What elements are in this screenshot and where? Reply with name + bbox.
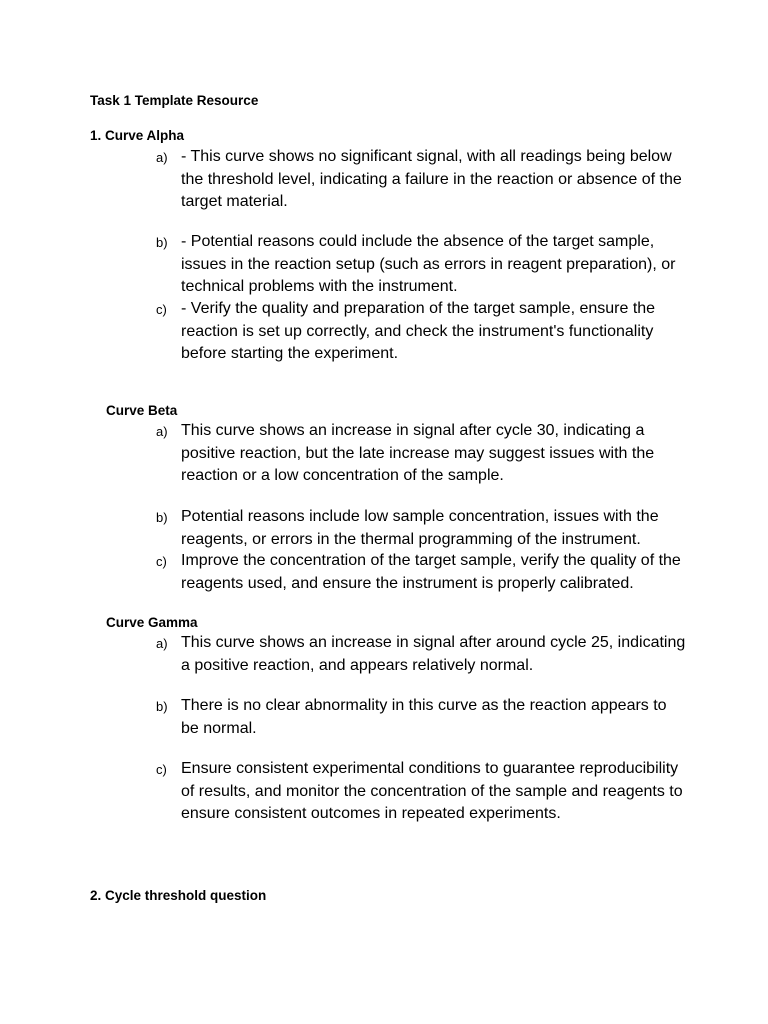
section-heading-cycle-threshold: 2. Cycle threshold question	[90, 888, 267, 903]
list-item-text: This curve shows an increase in signal after around cycle 25, indicating a positive reaction, and appears relatively normal.	[181, 634, 686, 674]
list-marker: a)	[156, 150, 168, 165]
list-item	[156, 550, 696, 595]
section-heading-curve-beta: Curve Beta	[106, 403, 178, 418]
list-item-text: This curve shows an increase in signal after cycle 30, indicating a positive reaction, but the late increase may suggest issues with the reaction or a low concentration of the sample.	[181, 422, 655, 484]
list-item-text: Improve the concentration of the target sample, verify the quality of the reagents used, and ensure the instrument is properly calibrated.	[181, 552, 681, 592]
list-marker: a)	[156, 424, 168, 439]
list-marker: c)	[156, 762, 167, 777]
list-marker: b)	[156, 235, 168, 250]
list-item-text: Potential reasons include low sample concentration, issues with the reagents, or errors in the thermal programming of the instrument.	[181, 508, 659, 548]
list-marker: b)	[156, 510, 168, 525]
list-item	[156, 632, 696, 677]
list-item-text: - Verify the quality and preparation of the target sample, ensure the reaction is set up correctly, and check the instrument's functionality before starting the experiment.	[181, 300, 656, 362]
list-item	[156, 231, 696, 299]
list-marker: a)	[156, 636, 168, 651]
list-item	[156, 695, 696, 740]
section-heading-curve-alpha: 1. Curve Alpha	[90, 128, 185, 143]
document-title: Task 1 Template Resource	[90, 93, 259, 108]
list-item-text: - This curve shows no significant signal, with all readings being below the threshold level, indicating a failure in the reaction or absence of the target material.	[181, 148, 682, 210]
list-item-text: There is no clear abnormality in this curve as the reaction appears to be normal.	[181, 697, 667, 737]
list-marker: c)	[156, 554, 167, 569]
list-item-text: - Potential reasons could include the absence of the target sample, issues in the reaction setup (such as errors in reagent preparation), or technical problems with the instrument.	[181, 233, 676, 295]
list-item-text: Ensure consistent experimental conditions to guarantee reproducibility of results, and monitor the concentration of the sample and reagents to ensure consistent outcomes in repeated experiments.	[181, 760, 683, 822]
list-marker: b)	[156, 699, 168, 714]
list-marker: c)	[156, 302, 167, 317]
list-item	[156, 146, 696, 214]
list-item	[156, 420, 696, 488]
list-item	[156, 506, 696, 551]
section-heading-curve-gamma: Curve Gamma	[106, 615, 198, 630]
list-item	[156, 758, 696, 826]
list-item	[156, 298, 696, 366]
